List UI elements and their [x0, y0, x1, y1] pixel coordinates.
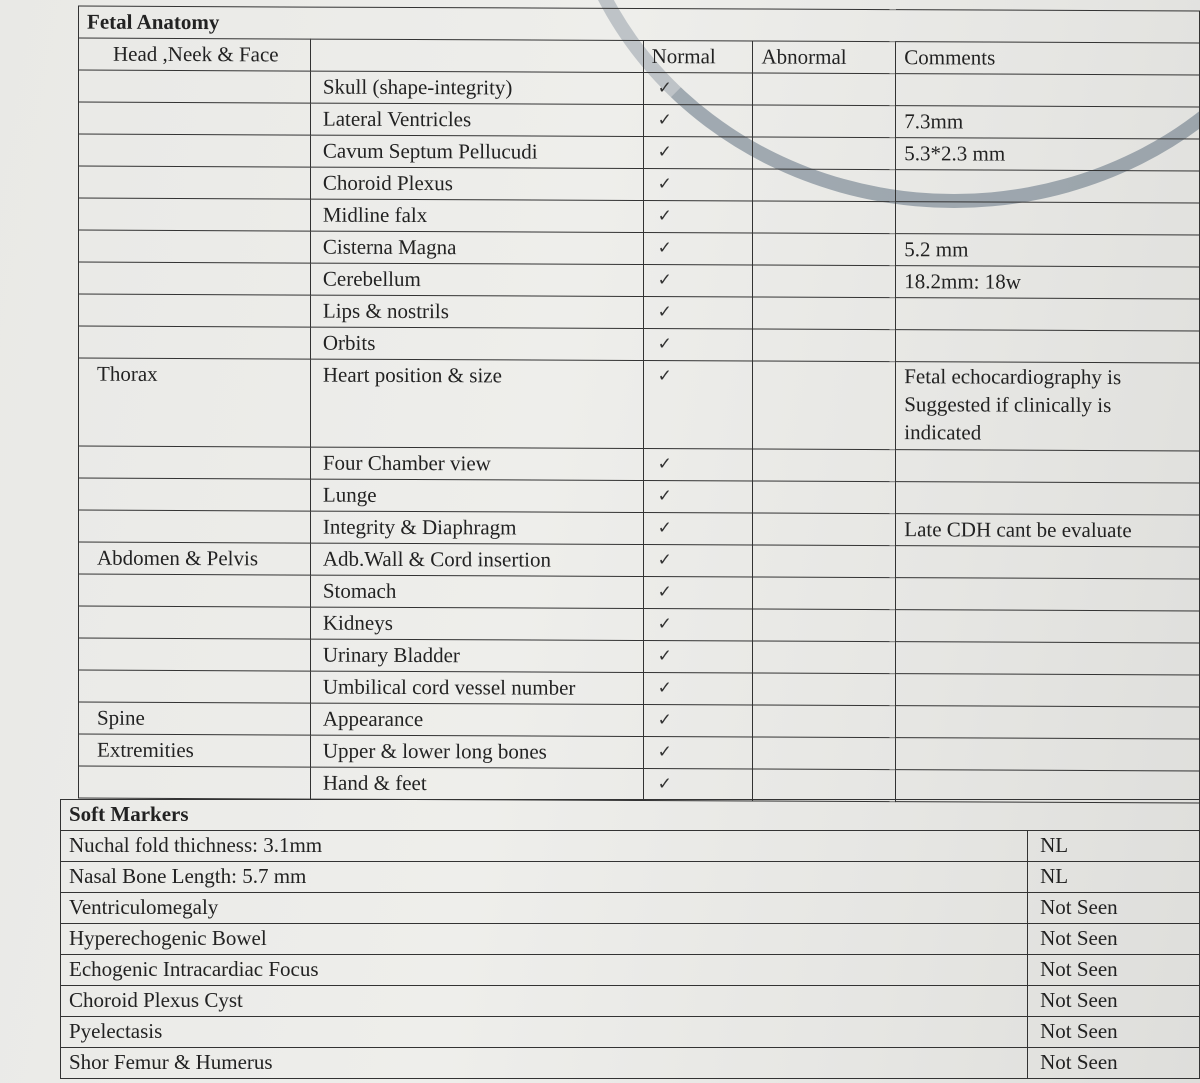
- soft-marker-row: [61, 955, 1200, 986]
- structure-cell: Adb.Wall & Cord insertion: [310, 543, 643, 576]
- table-row: [79, 230, 1200, 267]
- normal-check-cell: ✓: [643, 233, 753, 265]
- table-row: [79, 102, 1200, 139]
- column-header-item: [310, 39, 643, 72]
- comment-cell: 5.3*2.3 mm: [896, 138, 1200, 171]
- comment-cell: [896, 610, 1200, 643]
- region-cell: [79, 606, 311, 639]
- region-cell: [79, 670, 311, 703]
- soft-marker-label: Nuchal fold thichness: 3.1mm: [61, 831, 1028, 862]
- structure-cell: Cavum Septum Pellucudi: [310, 135, 643, 168]
- abnormal-cell: [753, 737, 896, 770]
- normal-check-cell: ✓: [643, 137, 753, 169]
- column-header-comments: Comments: [896, 42, 1200, 75]
- region-cell: [79, 230, 311, 263]
- normal-check-cell: ✓: [643, 673, 753, 705]
- column-header-normal: Normal: [643, 41, 753, 73]
- region-cell: [79, 766, 311, 799]
- soft-marker-row: [61, 986, 1200, 1017]
- abnormal-cell: [753, 201, 896, 234]
- soft-marker-value: Not Seen: [1028, 893, 1200, 924]
- abnormal-cell: [753, 545, 896, 578]
- abnormal-cell: [753, 577, 896, 610]
- structure-cell: Cerebellum: [310, 263, 643, 296]
- structure-cell: Lunge: [310, 479, 643, 512]
- comment-cell: [896, 578, 1200, 611]
- structure-cell: Urinary Bladder: [310, 639, 643, 672]
- comment-cell: [896, 298, 1200, 331]
- soft-marker-value: Not Seen: [1028, 924, 1200, 955]
- comment-cell: [896, 706, 1200, 739]
- abnormal-cell: [753, 609, 896, 642]
- comment-cell: [896, 74, 1200, 107]
- table-row: [79, 294, 1200, 331]
- abnormal-cell: [753, 297, 896, 330]
- normal-check-cell: ✓: [643, 769, 753, 801]
- region-cell: [79, 294, 311, 327]
- soft-marker-row: [61, 924, 1200, 955]
- comment-cell: [896, 738, 1200, 771]
- region-cell: [79, 102, 311, 135]
- region-cell: Abdomen & Pelvis: [79, 542, 311, 575]
- table-row: [79, 358, 1200, 451]
- structure-cell: Appearance: [310, 703, 643, 736]
- soft-marker-row: [61, 862, 1200, 893]
- soft-markers-title: Soft Markers: [61, 800, 1200, 831]
- comment-cell: [896, 202, 1200, 235]
- table-row: [79, 606, 1200, 643]
- abnormal-cell: [753, 169, 896, 202]
- comment-cell: 18.2mm: 18w: [896, 266, 1200, 299]
- normal-check-cell: ✓: [643, 609, 753, 641]
- structure-cell: Heart position & size: [310, 359, 643, 448]
- comment-cell: [896, 770, 1200, 803]
- table-row: [79, 766, 1200, 803]
- normal-check-cell: ✓: [643, 577, 753, 609]
- normal-check-cell: ✓: [643, 545, 753, 577]
- abnormal-cell: [753, 329, 896, 362]
- structure-cell: Choroid Plexus: [310, 167, 643, 200]
- soft-marker-label: Pyelectasis: [61, 1017, 1028, 1048]
- soft-marker-row: [61, 1048, 1200, 1079]
- abnormal-cell: [753, 265, 896, 298]
- column-header-abnormal: Abnormal: [753, 41, 896, 74]
- region-cell: [79, 262, 311, 295]
- soft-marker-row: [61, 893, 1200, 924]
- normal-check-cell: ✓: [643, 641, 753, 673]
- structure-cell: Lips & nostrils: [310, 295, 643, 328]
- normal-check-cell: ✓: [643, 449, 753, 481]
- table-row: [79, 702, 1200, 739]
- comment-cell: [896, 482, 1200, 515]
- structure-cell: Integrity & Diaphragm: [310, 511, 643, 544]
- fetal-anatomy-table: [78, 6, 1200, 804]
- table-row: [79, 574, 1200, 611]
- region-cell: [79, 638, 311, 671]
- soft-marker-value: NL: [1028, 831, 1200, 862]
- table-row: [79, 510, 1200, 547]
- normal-check-cell: ✓: [643, 73, 753, 105]
- abnormal-cell: [753, 449, 896, 482]
- region-cell: [79, 326, 311, 359]
- comment-cell: [896, 642, 1200, 675]
- section-title: Fetal Anatomy: [79, 6, 1200, 43]
- abnormal-cell: [753, 769, 896, 802]
- region-cell: Spine: [79, 702, 311, 735]
- table-row: [79, 638, 1200, 675]
- structure-cell: Upper & lower long bones: [310, 735, 643, 768]
- soft-marker-value: NL: [1028, 862, 1200, 893]
- region-cell: [79, 70, 311, 103]
- normal-check-cell: ✓: [643, 297, 753, 329]
- region-cell: Thorax: [79, 358, 311, 447]
- table-row: [79, 326, 1200, 363]
- table-row: [79, 198, 1200, 235]
- table-row: [79, 478, 1200, 515]
- comment-cell: [896, 170, 1200, 203]
- comment-cell: 7.3mm: [896, 106, 1200, 139]
- structure-cell: Orbits: [310, 327, 643, 360]
- normal-check-cell: ✓: [643, 361, 753, 449]
- soft-marker-value: Not Seen: [1028, 1048, 1200, 1079]
- table-row: [79, 134, 1200, 171]
- region-cell: Extremities: [79, 734, 311, 767]
- abnormal-cell: [753, 705, 896, 738]
- table-row: [79, 166, 1200, 203]
- soft-marker-label: Hyperechogenic Bowel: [61, 924, 1028, 955]
- comment-cell: [896, 330, 1200, 363]
- structure-cell: Umbilical cord vessel number: [310, 671, 643, 704]
- table-row: [79, 446, 1200, 483]
- normal-check-cell: ✓: [643, 737, 753, 769]
- column-header-region: Head ,Neek & Face: [79, 38, 311, 71]
- normal-check-cell: ✓: [643, 513, 753, 545]
- structure-cell: Stomach: [310, 575, 643, 608]
- comment-cell: Late CDH cant be evaluate: [896, 514, 1200, 547]
- soft-marker-row: [61, 831, 1200, 862]
- normal-check-cell: ✓: [643, 481, 753, 513]
- structure-cell: Skull (shape-integrity): [310, 71, 643, 104]
- normal-check-cell: ✓: [643, 705, 753, 737]
- structure-cell: Lateral Ventricles: [310, 103, 643, 136]
- comment-cell: Fetal echocardiography is Suggested if clinically is indicated: [896, 362, 1200, 451]
- soft-marker-label: Echogenic Intracardiac Focus: [61, 955, 1028, 986]
- normal-check-cell: ✓: [643, 201, 753, 233]
- normal-check-cell: ✓: [643, 169, 753, 201]
- table-row: [79, 262, 1200, 299]
- table-row: [79, 734, 1200, 771]
- region-cell: [79, 166, 311, 199]
- soft-marker-label: Nasal Bone Length: 5.7 mm: [61, 862, 1028, 893]
- normal-check-cell: ✓: [643, 265, 753, 297]
- abnormal-cell: [753, 481, 896, 514]
- comment-cell: [896, 450, 1200, 483]
- soft-marker-value: Not Seen: [1028, 986, 1200, 1017]
- comment-cell: [896, 546, 1200, 579]
- structure-cell: Midline falx: [310, 199, 643, 232]
- abnormal-cell: [753, 233, 896, 266]
- soft-marker-label: Shor Femur & Humerus: [61, 1048, 1028, 1079]
- structure-cell: Four Chamber view: [310, 447, 643, 480]
- abnormal-cell: [753, 673, 896, 706]
- soft-marker-label: Ventriculomegaly: [61, 893, 1028, 924]
- region-cell: [79, 510, 311, 543]
- soft-marker-row: [61, 1017, 1200, 1048]
- region-cell: [79, 446, 311, 479]
- table-row: [79, 670, 1200, 707]
- abnormal-cell: [753, 105, 896, 138]
- normal-check-cell: ✓: [643, 105, 753, 137]
- table-row: [79, 542, 1200, 579]
- soft-marker-value: Not Seen: [1028, 1017, 1200, 1048]
- soft-marker-value: Not Seen: [1028, 955, 1200, 986]
- comment-cell: 5.2 mm: [896, 234, 1200, 267]
- region-cell: [79, 574, 311, 607]
- soft-markers-table: [60, 799, 1200, 1079]
- table-row: [79, 70, 1200, 107]
- structure-cell: Kidneys: [310, 607, 643, 640]
- abnormal-cell: [753, 513, 896, 546]
- abnormal-cell: [753, 361, 896, 450]
- abnormal-cell: [753, 641, 896, 674]
- structure-cell: Hand & feet: [310, 767, 643, 800]
- region-cell: [79, 198, 311, 231]
- abnormal-cell: [753, 73, 896, 106]
- region-cell: [79, 478, 311, 511]
- structure-cell: Cisterna Magna: [310, 231, 643, 264]
- normal-check-cell: ✓: [643, 329, 753, 361]
- region-cell: [79, 134, 311, 167]
- soft-marker-label: Choroid Plexus Cyst: [61, 986, 1028, 1017]
- abnormal-cell: [753, 137, 896, 170]
- comment-cell: [896, 674, 1200, 707]
